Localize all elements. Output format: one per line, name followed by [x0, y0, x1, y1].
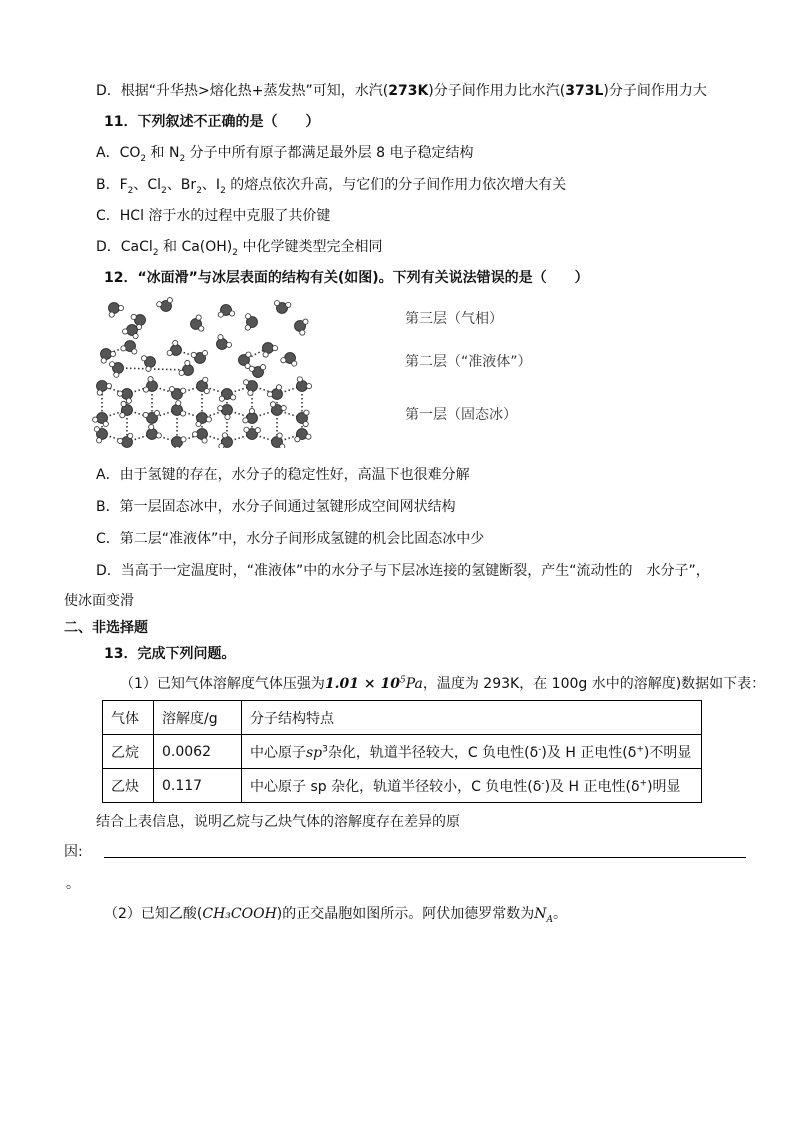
water-molecule	[191, 315, 204, 331]
answer-blank-line[interactable]	[104, 857, 746, 858]
water-molecule	[157, 298, 173, 312]
water-molecule	[109, 303, 124, 318]
temp-373l: 373L	[565, 83, 604, 99]
q11-option-c: C．HCl 溶于水的过程中克服了共价键	[96, 208, 331, 224]
q13-conclusion: 结合上表信息，说明乙烷与乙炔气体的溶解度存在差异的原	[96, 814, 460, 830]
water-molecule	[274, 301, 290, 314]
water-molecule	[295, 319, 309, 335]
water-molecule	[143, 410, 159, 423]
water-molecule	[239, 352, 252, 369]
layer1-label: 第一层（固态冰）	[405, 407, 517, 423]
section-title: 二、非选择题	[64, 620, 148, 636]
q12-option-d-line1: D．当高于一定温度时，“准液体”中的水分子与下层冰连接的氢键断裂，产生“流动性的 水分子”，	[96, 563, 710, 579]
water-molecule	[249, 365, 265, 378]
temp-273k: 273K	[388, 83, 429, 99]
table-cell-gas: 乙烷	[103, 735, 154, 769]
water-molecule	[143, 377, 157, 393]
layer2-label: 第二层（“准液体”）	[405, 354, 532, 370]
water-molecule	[197, 377, 210, 393]
water-molecule	[110, 362, 124, 378]
water-molecule	[243, 408, 258, 423]
water-molecule	[243, 380, 257, 396]
water-molecule	[219, 389, 236, 402]
water-molecule-layers-diagram	[92, 294, 312, 448]
water-molecule	[217, 335, 232, 350]
q12-option-d-line2: 使冰面变滑	[64, 593, 134, 609]
water-molecule	[101, 349, 116, 364]
q12-option-a: A．由于氢键的存在，水分子的稳定性好，高温下也很难分解	[96, 467, 470, 483]
water-molecule	[179, 360, 193, 375]
water-molecule	[281, 353, 297, 367]
solubility-table	[102, 700, 702, 803]
water-molecule	[218, 305, 235, 318]
water-molecule	[245, 314, 257, 331]
table-row	[103, 769, 702, 803]
water-molecule	[141, 356, 155, 372]
water-molecule	[94, 427, 107, 443]
q11-option-d: D．CaCl$_2$ 和 $Ca(OH)_2$ 中化学键类型完全相同	[96, 239, 383, 258]
table-cell-solubility: 0.117	[154, 769, 242, 803]
water-molecule	[120, 401, 133, 418]
q13-part1: （1）已知气体溶解度气体压强为$1.01 \times 10^5Pa$，温度为 293K，在 100g 水中的溶解度)数据如下表：	[120, 675, 766, 692]
water-molecule	[297, 377, 312, 392]
water-molecule	[123, 325, 139, 339]
water-molecule	[192, 429, 207, 444]
water-molecule	[117, 433, 132, 447]
table-cell-feature: 中心原子$sp^3$杂化，轨道半径较大，C 负电性(δ-)及 H 正电性(δ+)不明显	[242, 735, 702, 769]
hydrogen-bond	[118, 368, 188, 370]
table-header-gas: 气体	[103, 701, 154, 735]
water-molecule	[272, 433, 285, 448]
q12-option-c: C．第二层“准液体”中，水分子间形成氢键的机会比固态冰中少	[96, 531, 485, 547]
reason-label: 因:	[64, 844, 83, 860]
water-molecule	[172, 437, 187, 449]
water-molecule	[97, 381, 112, 396]
water-molecule	[219, 433, 233, 448]
q11-option-a: A．$CO_2$ 和 $N_2$ 分子中所有原子都满足最外层 8 电子稳定结构	[96, 145, 474, 164]
water-molecule	[117, 389, 132, 404]
water-molecule	[244, 427, 261, 439]
q11-stem: 11．下列叙述不正确的是（ ）	[104, 114, 320, 130]
q13-part2: （2）已知乙酸(CH₃COOH)的正交晶胞如图所示。阿伏加德罗常数为$N_A$。	[104, 906, 568, 925]
q11-option-b: B．$F_2$、$Cl_2$、$Br_2$、$I_2$ 的熔点依次升高，与它们的分子间作用力依次增大有关	[96, 177, 567, 196]
water-molecule	[169, 387, 185, 400]
table-header-solubility: 溶解度/g	[154, 701, 242, 735]
table-cell-solubility: 0.0062	[154, 735, 242, 769]
table-cell-gas: 乙炔	[103, 769, 154, 803]
ice-surface-structure-figure	[92, 294, 532, 448]
water-molecule	[191, 350, 207, 363]
water-molecule	[196, 413, 212, 427]
water-molecule	[93, 413, 109, 427]
water-molecule	[295, 429, 311, 442]
water-molecule	[263, 343, 278, 358]
table-row	[103, 735, 702, 769]
q12-stem: 12．“冰面滑”与冰层表面的结构有关(如图)。下列有关说法错误的是（ ）	[104, 270, 589, 286]
q13-stem: 13．完成下列问题。	[104, 646, 236, 662]
water-molecule	[297, 410, 310, 427]
table-header-row	[103, 701, 702, 735]
table-header-feature: 分子结构特点	[242, 701, 702, 735]
q10-option-d: D．根据“升华热>熔化热+蒸发热”可知，水汽(273K)分子间作用力比水汽(373L)分子间作用力大	[96, 83, 707, 99]
layer3-label: 第三层（气相）	[405, 311, 503, 327]
q12-option-b: B．第一层固态冰中，水分子间通过氢键形成空间网状结构	[96, 499, 456, 515]
water-molecule	[121, 341, 137, 355]
water-molecule	[218, 405, 233, 420]
table-cell-feature: 中心原子 sp 杂化，轨道半径较小，C 负电性(δ-)及 H 正电性(δ+)明显	[242, 769, 702, 803]
water-molecule	[172, 401, 186, 417]
water-molecule	[167, 340, 181, 355]
water-molecule	[147, 424, 162, 439]
water-molecule	[270, 402, 286, 416]
end-period: 。	[66, 876, 80, 892]
water-molecule	[267, 385, 282, 400]
